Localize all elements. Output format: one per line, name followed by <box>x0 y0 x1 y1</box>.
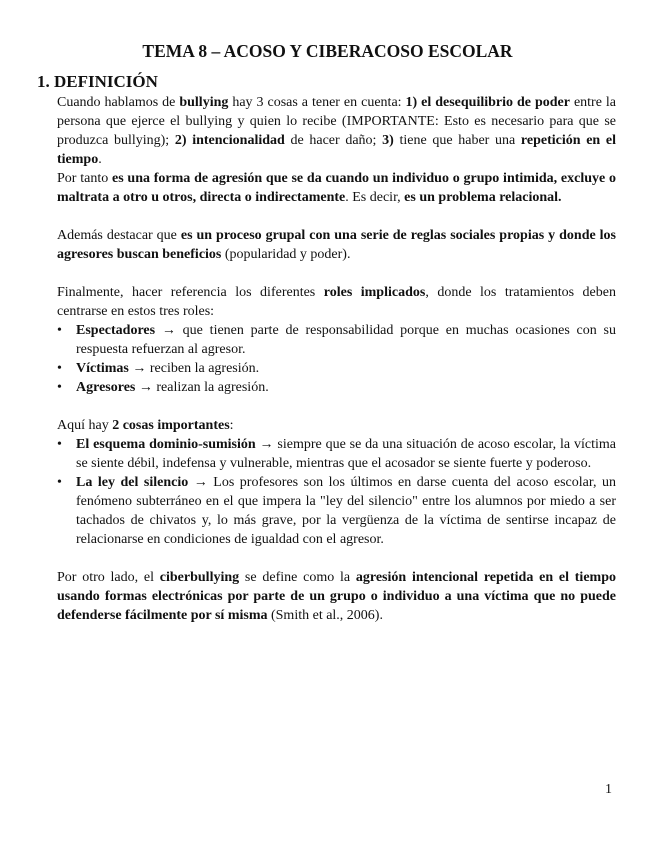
arrow-icon: → <box>155 323 183 338</box>
document-body <box>57 93 616 625</box>
paragraph-aggression-form <box>57 169 616 207</box>
list-item <box>57 473 616 549</box>
text-run: : <box>229 418 234 433</box>
bold-run: 1) el desequilibrio de poder <box>405 95 570 110</box>
bullet-icon: • <box>57 380 62 395</box>
bold-run: es un problema relacional. <box>404 190 562 205</box>
section-number: 1. <box>37 72 50 91</box>
list-item <box>57 435 616 473</box>
important-list <box>57 435 616 549</box>
bold-run: 2) intencionalidad <box>174 133 285 148</box>
arrow-icon: → <box>188 475 214 490</box>
bold-run: repetición en el tiempo <box>57 133 616 167</box>
bold-run: bullying <box>179 95 229 110</box>
list-item-text: reciben la agresión. <box>149 361 260 376</box>
text-run: hay 3 cosas a tener en cuenta: <box>228 95 406 110</box>
text-run: Cuando hablamos de <box>57 95 180 110</box>
arrow-icon: → <box>255 437 278 452</box>
bold-run: agresión intencional repetida en el tiempo usando formas electrónicas por parte de un grupo o individuo a una víctima que no puede defenderse fácilmente por sí misma <box>57 570 616 623</box>
list-item-text: siempre que se da una situación de acoso escolar, la víctima se siente débil, indefensa y vulnerable, mientras que el acosador se siente fuerte y poderoso. <box>76 437 616 471</box>
bold-run: 3) <box>382 133 394 148</box>
paragraph-ciberbullying <box>57 568 616 625</box>
list-item <box>57 359 616 378</box>
paragraph-group-process <box>57 226 616 264</box>
bold-run: es un proceso grupal con una serie de reglas sociales propias y donde los agresores buscan beneficios <box>57 228 617 262</box>
text-run: se define como la <box>239 570 356 585</box>
list-item-label: El esquema dominio-sumisión <box>76 437 256 452</box>
text-run: Además destacar que <box>57 228 181 243</box>
text-run: tiene que haber una <box>393 133 521 148</box>
text-run: Por tanto <box>57 171 112 186</box>
paragraph-bullying-definition <box>57 93 616 169</box>
list-item-text: realizan la agresión. <box>156 380 269 395</box>
list-item-text: Los profesores son los últimos en darse cuenta del acoso escolar, un fenómeno subterráneo en el que impera la "ley del silencio" entre los alumnos por miedo a ser tachados de chivatos y, lo más grave, por la vergüenza de la víctima de sentirse incapaz de relacionarse en condiciones de igualdad con el agresor. <box>76 475 616 547</box>
arrow-icon: → <box>128 361 150 376</box>
paragraph-important-intro <box>57 416 616 435</box>
roles-list <box>57 321 616 397</box>
bold-run: es una forma de agresión que se da cuando un individuo o grupo intimida, excluye o maltrata a otro u otros, directa o indirectamente <box>57 171 616 205</box>
bold-run: 2 cosas importantes <box>112 418 230 433</box>
text-run: , donde los tratamientos deben centrarse en estos tres roles: <box>57 285 616 319</box>
list-item-label: La ley del silencio <box>76 475 189 490</box>
list-item-label: Víctimas <box>76 361 129 376</box>
bullet-icon: • <box>57 361 62 376</box>
bold-run: roles implicados <box>323 285 426 300</box>
section-heading <box>37 71 158 93</box>
page-number: 1 <box>605 782 612 797</box>
text-run: entre la persona que ejerce el bullying y quien lo recibe (IMPORTANTE: Esto es necesario para que se produzca bullying); <box>57 95 616 148</box>
text-run: Aquí hay <box>57 418 113 433</box>
bullet-icon: • <box>57 437 62 452</box>
section-title: DEFINICIÓN <box>54 72 158 91</box>
text-run: . Es decir, <box>345 190 405 205</box>
bullet-icon: • <box>57 323 62 338</box>
bullet-icon: • <box>57 475 62 490</box>
text-run: (popularidad y poder). <box>221 247 351 262</box>
text-run: Finalmente, hacer referencia los diferentes <box>57 285 324 300</box>
list-item-label: Agresores <box>76 380 136 395</box>
document-title: TEMA 8 – ACOSO Y CIBERACOSO ESCOLAR <box>142 41 513 61</box>
list-item-label: Espectadores <box>76 323 156 338</box>
list-item-text: que tienen parte de responsabilidad porque en muchas ocasiones con su respuesta refuerzan al agresor. <box>76 323 617 357</box>
bold-run: ciberbullying <box>159 570 240 585</box>
text-run: . <box>98 152 102 167</box>
list-item <box>57 321 616 359</box>
text-run: de hacer daño; <box>284 133 383 148</box>
text-run: (Smith et al., 2006). <box>267 608 383 623</box>
arrow-icon: → <box>135 380 157 395</box>
list-item <box>57 378 616 397</box>
text-run: Por otro lado, el <box>57 570 160 585</box>
paragraph-roles-intro <box>57 283 616 321</box>
